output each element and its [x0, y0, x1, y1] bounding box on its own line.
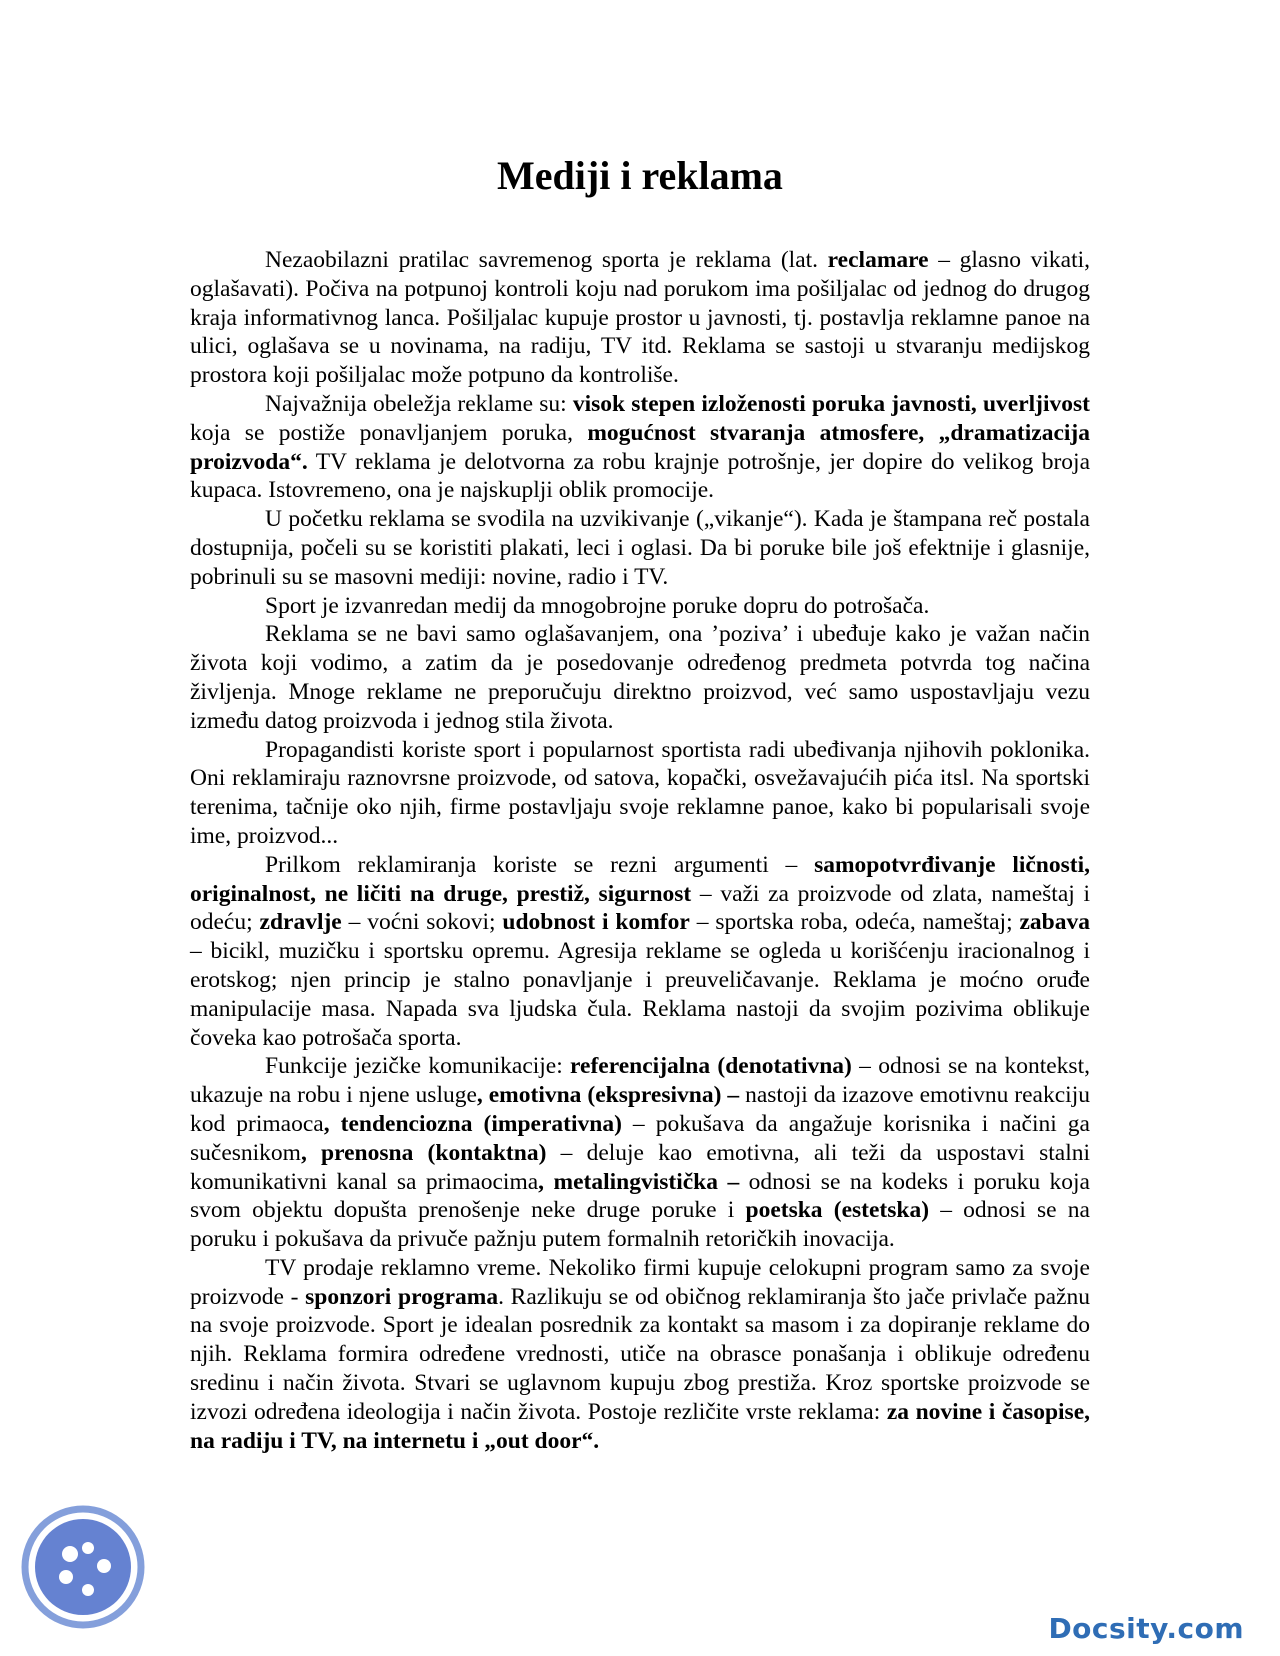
bold-text-run: , prenosna (kontaktna)	[300, 1139, 547, 1166]
docsity-logo-icon	[18, 1502, 148, 1632]
document-body	[190, 246, 1090, 1455]
text-run: nastoji da izazove emotivnu reakciju kod primaoca	[190, 1082, 1090, 1137]
text-run: Nezaobilazni pratilac savremenog sporta je reklama (lat.	[265, 247, 828, 273]
text-run: TV reklama je delotvorna za robu krajnje potrošnje, jer dopire do velikog broja kupaca. Istovremeno, ona je najskuplji oblik promocije.	[190, 448, 1090, 504]
text-run: Prilkom reklamiranja koriste se rezni argumenti –	[265, 851, 815, 878]
bold-text-run: reclamare	[827, 247, 929, 273]
body-paragraph	[190, 851, 1090, 1053]
bold-text-run: za novine i časopise, na radiju i TV, na internetu i „out door“.	[190, 1398, 1090, 1454]
text-run: – odnosi se na kontekst, ukazuje na robu i njene usluge	[190, 1053, 1090, 1109]
page-title: Mediji i reklama	[497, 153, 783, 198]
text-run: U početku reklama se svodila na uzvikivanje („vikanje“). Kada je štampana reč postala dostupnija, počeli su se koristiti plakati, leci i oglasi. Da bi poruke bile još efektnije i glasnije, pobrinuli su se masovni mediji: novine, radio i TV.	[190, 506, 1090, 590]
text-run: Reklama se ne bavi samo oglašavanjem, ona ’poziva’ i ubeđuje kako je važan način života koji vodimo, a zatim da je posedovanje određenog predmeta potvrda tog načina življenja. Mnoge reklame ne preporučuju direktno proizvod, već samo uspostavljaju vezu između datog proizvoda i jednog stila života.	[190, 621, 1090, 734]
text-run: odnosi se na kodeks i poruku koja svom objektu dopušta prenošenje neke druge poruke i	[190, 1168, 1090, 1224]
text-run: koja se postiže ponavljanjem poruka,	[190, 419, 588, 446]
text-run: – deluje kao emotivna, ali teži da uspostavi stalni komunikativni kanal sa primaocima	[190, 1139, 1090, 1195]
bold-text-run: mogućnost stvaranja atmosfere, „dramatizacija proizvoda“.	[190, 419, 1090, 475]
text-run: – pokušava da angažuje korisnika i načini ga sučesnikom	[190, 1110, 1090, 1166]
text-run: – odnosi se na poruku i pokušava da privuče pažnju putem formalnih retoričkih inovacija.	[190, 1197, 1090, 1253]
body-paragraph	[190, 1254, 1090, 1456]
body-paragraph	[190, 246, 1090, 390]
text-run: – važi za proizvode od zlata, nameštaj i odeću;	[190, 880, 1090, 936]
text-run: Propagandisti koriste sport i popularnost sportista radi ubeđivanja njihovih poklonika. Oni reklamiraju raznovrsne proizvode, od satova, kopački, osvežavajućih pića itsl. Na sportski terenima, tačnije oko njih, firme postavljaju svoje reklamne panoe, kako bi popularisali svoje ime, proizvod...	[190, 736, 1090, 849]
text-run: – sportska roba, odeća, nameštaj;	[689, 909, 1020, 936]
text-run: Najvažnija obeležja reklame su:	[265, 390, 573, 417]
body-paragraph	[190, 505, 1090, 591]
text-run: – glasno vikati, oglašavati). Počiva na potpunoj kontroli koju nad porukom ima pošiljalac od jednog do drugog kraja informativnog lanca. Pošiljalac kupuje prostor u javnosti, tj. postavlja reklamne panoe na ulici, oglašava se u novinama, na radiju, TV itd. Reklama se sastoji u stvaranju medijskog prostora koji pošiljalac može potpuno da kontroliše.	[190, 247, 1090, 389]
docsity-brand-text: Docsity.com	[1048, 1612, 1244, 1645]
body-paragraph	[190, 736, 1090, 851]
bold-text-run: referencijalna (denotativna)	[570, 1053, 852, 1080]
bold-text-run: samopotvrđivanje ličnosti, originalnost, ne ličiti na druge, prestiž, sigurnost	[190, 851, 1090, 907]
text-run: TV prodaje reklamno vreme. Nekoliko firmi kupuje celokupni program samo za svoje proizvode -	[190, 1254, 1090, 1310]
body-paragraph	[190, 1052, 1090, 1254]
bold-text-run: , emotivna (ekspresivna) –	[476, 1082, 740, 1109]
bold-text-run: visok stepen izloženosti poruka javnosti, uverljivost	[572, 390, 1090, 417]
body-paragraph	[190, 390, 1090, 505]
body-paragraph	[190, 592, 1090, 621]
bold-text-run: , metalingvistička –	[538, 1168, 740, 1195]
text-run: – voćni sokovi;	[341, 909, 503, 936]
text-run: – bicikl, muzičku i sportsku opremu. Agresija reklame se ogleda u korišćenju iracionalnog i erotskog; njen princip je stalno ponavljanje i preuveličavanje. Reklama je moćno oruđe manipulacije masa. Napada sva ljudska čula. Reklama nastoji da svojim pozivima oblikuje čoveka kao potrošača sporta.	[190, 938, 1090, 1051]
bold-text-run: sponzori programa	[305, 1283, 499, 1310]
bold-text-run: , tendenciozna (imperativna)	[323, 1110, 622, 1137]
text-run: . Razlikuju se od običnog reklamiranja što jače privlače pažnu na svoje proizvode. Sport je idealan posrednik za kontakt sa masom i za dopiranje reklame do njih. Reklama formira određene vrednosti, utiče na obrasce ponašanja i oblikuje određenu sredinu i način života. Stvari se uglavnom kupuju zbog prestiža. Kroz sportske proizvode se izvozi određena ideologija i način života. Postoje rezličite vrste reklama:	[190, 1283, 1090, 1425]
body-paragraph	[190, 620, 1090, 735]
bold-text-run: poetska (estetska)	[745, 1197, 930, 1224]
text-run: Sport je izvanredan medij da mnogobrojne poruke dopru do potrošača.	[265, 592, 930, 619]
bold-text-run: zdravlje	[259, 909, 342, 936]
bold-text-run: zabava	[1019, 909, 1090, 936]
bold-text-run: udobnost i komfor	[502, 909, 690, 936]
text-run: Funkcije jezičke komunikacije:	[265, 1053, 571, 1080]
